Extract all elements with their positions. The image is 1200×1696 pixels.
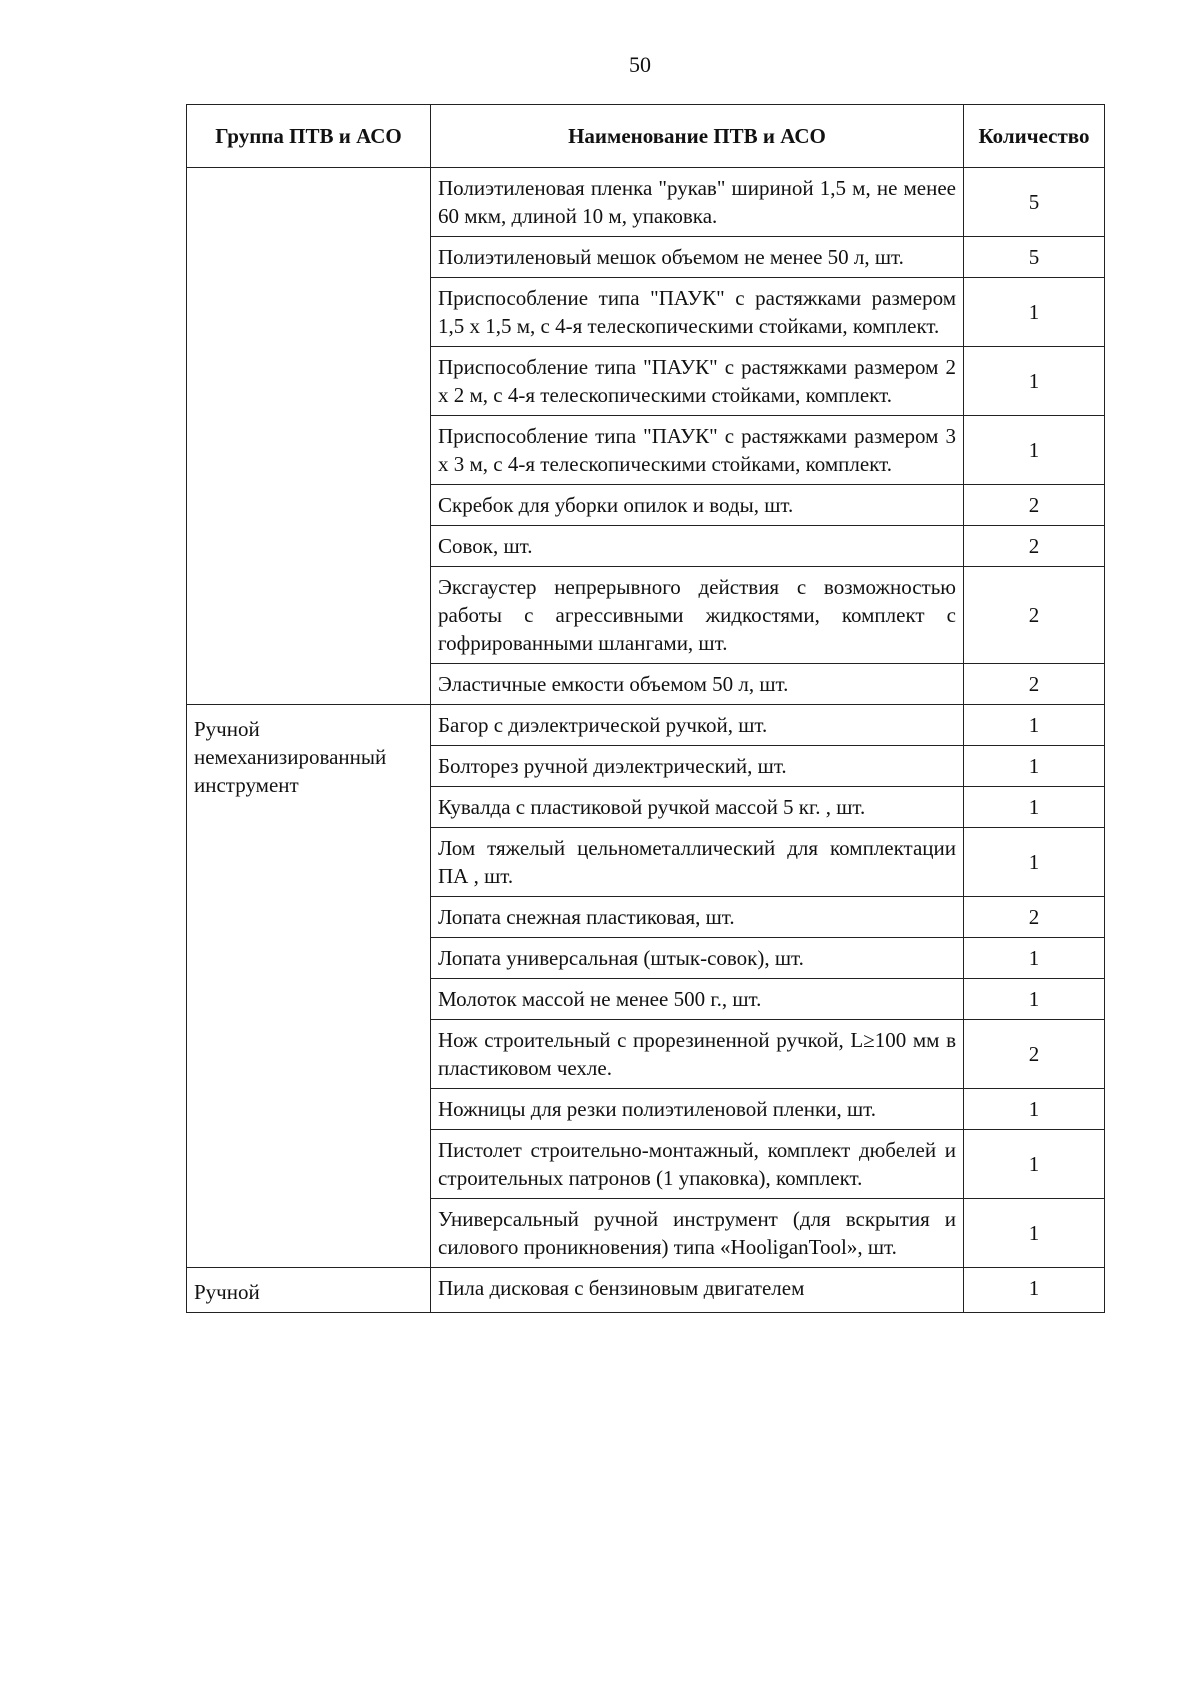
item-name-cell: Полиэтиленовый мешок объемом не менее 50 л, шт. (431, 237, 964, 278)
table-row (187, 168, 1105, 237)
item-name-cell: Лом тяжелый цельнометаллический для комплектации ПА , шт. (431, 828, 964, 897)
page-number: 50 (629, 52, 651, 77)
item-quantity-cell: 2 (964, 526, 1105, 567)
item-quantity-cell: 1 (964, 1089, 1105, 1130)
header-quantity: Количество (964, 105, 1105, 168)
table-header-row (187, 105, 1105, 168)
item-quantity-cell: 2 (964, 485, 1105, 526)
group-cell: Ручной (187, 1268, 431, 1313)
item-quantity-cell: 1 (964, 979, 1105, 1020)
item-name-cell: Ножницы для резки полиэтиленовой пленки, шт. (431, 1089, 964, 1130)
item-quantity-cell: 2 (964, 567, 1105, 664)
item-quantity-cell: 2 (964, 1020, 1105, 1089)
item-name-cell: Багор с диэлектрической ручкой, шт. (431, 705, 964, 746)
item-quantity-cell: 1 (964, 705, 1105, 746)
item-quantity-cell: 1 (964, 1268, 1105, 1313)
table-body (187, 168, 1105, 1313)
item-quantity-cell: 1 (964, 746, 1105, 787)
group-cell (187, 168, 431, 705)
item-quantity-cell: 5 (964, 168, 1105, 237)
item-name-cell: Эластичные емкости объемом 50 л, шт. (431, 664, 964, 705)
item-quantity-cell: 1 (964, 278, 1105, 347)
item-name-cell: Приспособление типа "ПАУК" с растяжками размером 2 х 2 м, с 4-я телескопическими стойками, комплект. (431, 347, 964, 416)
item-name-cell: Лопата снежная пластиковая, шт. (431, 897, 964, 938)
item-name-cell: Приспособление типа "ПАУК" с растяжками размером 3 х 3 м, с 4-я телескопическими стойками, комплект. (431, 416, 964, 485)
header-name: Наименование ПТВ и АСО (431, 105, 964, 168)
group-cell: Ручной немеханизированный инструмент (187, 705, 431, 1268)
item-name-cell: Совок, шт. (431, 526, 964, 567)
item-name-cell: Пила дисковая с бензиновым двигателем (431, 1268, 964, 1313)
item-quantity-cell: 1 (964, 787, 1105, 828)
table-row (187, 1268, 1105, 1313)
item-quantity-cell: 1 (964, 828, 1105, 897)
header-group: Группа ПТВ и АСО (187, 105, 431, 168)
item-name-cell: Лопата универсальная (штык-совок), шт. (431, 938, 964, 979)
table-row (187, 705, 1105, 746)
item-quantity-cell: 1 (964, 1130, 1105, 1199)
item-name-cell: Молоток массой не менее 500 г., шт. (431, 979, 964, 1020)
item-name-cell: Приспособление типа "ПАУК" с растяжками размером 1,5 х 1,5 м, с 4-я телескопическими стойками, комплект. (431, 278, 964, 347)
item-name-cell: Болторез ручной диэлектрический, шт. (431, 746, 964, 787)
item-name-cell: Кувалда с пластиковой ручкой массой 5 кг. , шт. (431, 787, 964, 828)
item-quantity-cell: 5 (964, 237, 1105, 278)
item-name-cell: Скребок для уборки опилок и воды, шт. (431, 485, 964, 526)
item-name-cell: Эксгаустер непрерывного действия с возможностью работы с агрессивными жидкостями, комплект с гофрированными шлангами, шт. (431, 567, 964, 664)
item-quantity-cell: 1 (964, 1199, 1105, 1268)
item-name-cell: Универсальный ручной инструмент (для вскрытия и силового проникновения) типа «HooliganTool», шт. (431, 1199, 964, 1268)
item-quantity-cell: 1 (964, 938, 1105, 979)
equipment-table (186, 104, 1105, 1313)
item-quantity-cell: 1 (964, 347, 1105, 416)
item-name-cell: Нож строительный с прорезиненной ручкой, L≥100 мм в пластиковом чехле. (431, 1020, 964, 1089)
item-quantity-cell: 2 (964, 664, 1105, 705)
item-quantity-cell: 2 (964, 897, 1105, 938)
item-name-cell: Пистолет строительно-монтажный, комплект дюбелей и строительных патронов (1 упаковка), комплект. (431, 1130, 964, 1199)
item-name-cell: Полиэтиленовая пленка "рукав" шириной 1,5 м, не менее 60 мкм, длиной 10 м, упаковка. (431, 168, 964, 237)
item-quantity-cell: 1 (964, 416, 1105, 485)
